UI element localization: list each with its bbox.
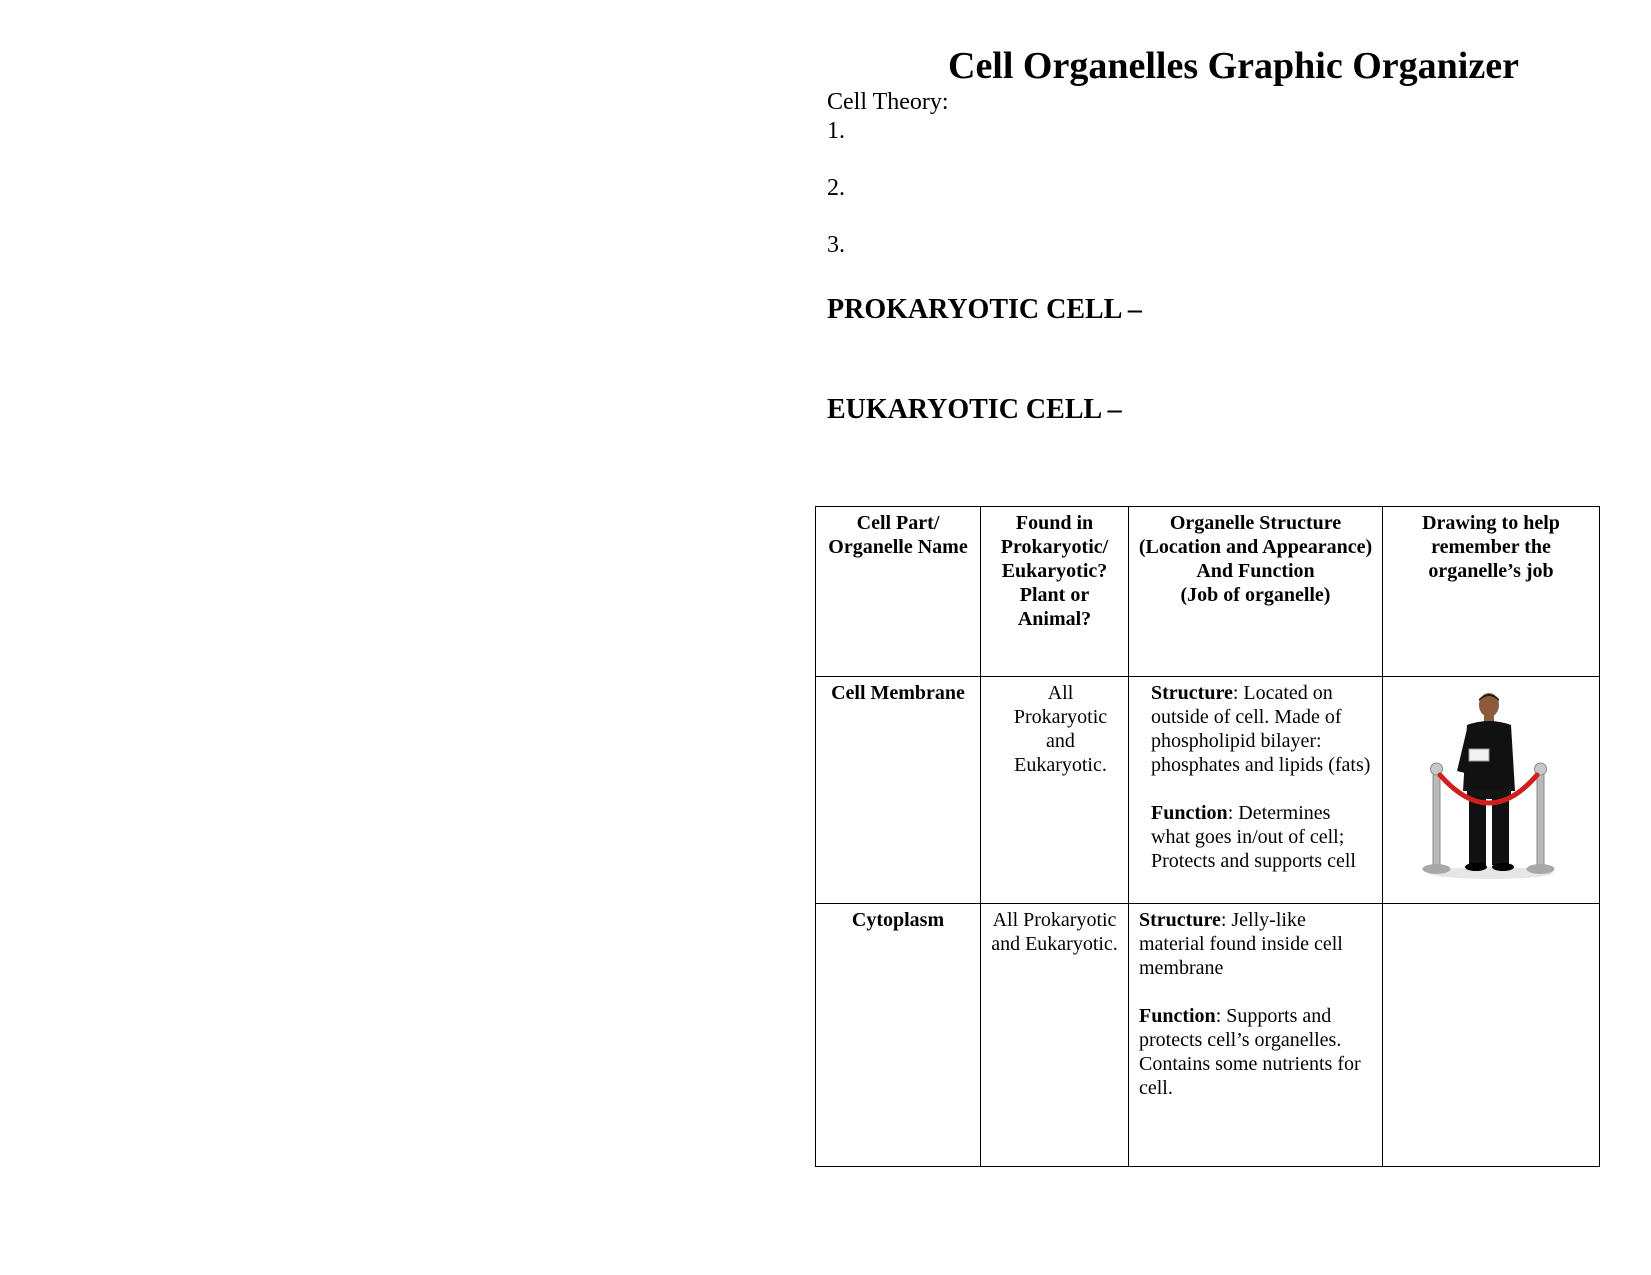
function-text: : Determines what goes in/out of cell; Protects and supports cell (1151, 802, 1356, 872)
header-organelle-name: Cell Part/ Organelle Name (816, 507, 981, 677)
header-structure-function (1129, 507, 1383, 677)
cell-theory-item-1: 1. (827, 118, 845, 144)
bouncer-at-velvet-rope-image (1421, 691, 1561, 879)
function-paragraph (1139, 1004, 1374, 1100)
cell-theory-heading: Cell Theory: (827, 89, 949, 115)
organelle-name: Cytoplasm (816, 904, 981, 1167)
found-in-value: All Prokaryotic and Eukaryotic. (981, 677, 1129, 904)
header-found-in: Found in Prokaryotic/ Eukaryotic? Plant or Animal? (981, 507, 1129, 677)
header-structure-line2: And Function (1196, 560, 1315, 582)
organelle-name: Cell Membrane (816, 677, 981, 904)
structure-function-cell (1129, 904, 1383, 1167)
cell-theory-item-2: 2. (827, 175, 845, 201)
organelle-table (815, 506, 1600, 1167)
cell-theory-item-3: 3. (827, 232, 845, 258)
found-in-value: All Prokaryotic and Eukaryotic. (981, 904, 1129, 1167)
table-row (816, 904, 1600, 1167)
drawing-cell (1383, 904, 1600, 1167)
prokaryotic-heading: PROKARYOTIC CELL – (827, 294, 1142, 325)
structure-function-cell (1129, 677, 1383, 904)
structure-paragraph (1139, 908, 1374, 980)
function-paragraph (1151, 801, 1374, 873)
header-drawing: Drawing to help remember the organelle’s job (1383, 507, 1600, 677)
function-text: : Supports and protects cell’s organelles. Contains some nutrients for cell. (1139, 1005, 1361, 1099)
structure-text: : Jelly-like material found inside cell membrane (1139, 909, 1343, 979)
function-label: Function (1139, 1005, 1216, 1027)
function-label: Function (1151, 802, 1228, 824)
structure-text: : Located on outside of cell. Made of phospholipid bilayer: phosphates and lipids (fats) (1151, 682, 1371, 776)
table-row (816, 677, 1600, 904)
header-structure-line1: Organelle Structure (Location and Appearance) (1138, 512, 1373, 558)
header-structure-line3: (Job of organelle) (1180, 584, 1331, 606)
structure-paragraph (1151, 681, 1374, 777)
table-header-row (816, 507, 1600, 677)
page-title: Cell Organelles Graphic Organizer (948, 45, 1519, 87)
eukaryotic-heading: EUKARYOTIC CELL – (827, 394, 1122, 425)
drawing-cell (1383, 677, 1600, 904)
structure-label: Structure (1151, 682, 1233, 704)
structure-label: Structure (1139, 909, 1221, 931)
